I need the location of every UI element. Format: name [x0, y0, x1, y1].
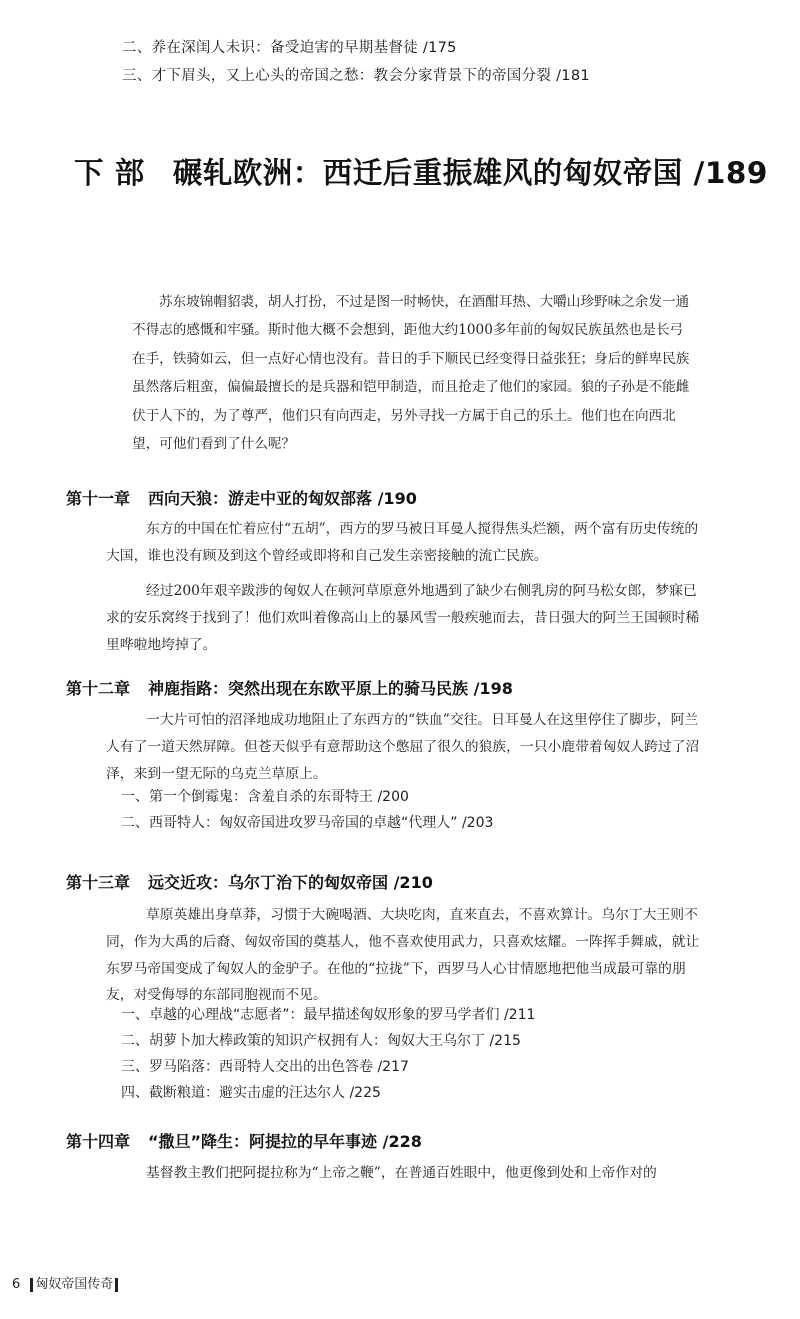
part-heading	[74, 150, 768, 192]
paragraph: 一大片可怕的沼泽地成功地阻止了东西方的“铁血”交往。日耳曼人在这里停住了脚步，阿兰人有了一道天然屏障。但苍天似乎有意帮助这个憋屈了很久的狼族，一只小鹿带着匈奴人跨过了沼泽，来到一望无际的乌克兰草原上。	[106, 712, 700, 782]
toc-section-217[interactable]: 三、罗马陷落：西哥特人交出的出色答卷 /217	[121, 1059, 409, 1075]
chapter-title: “撒旦”降生：阿提拉的早年事迹 /228	[148, 1132, 422, 1151]
toc-section-225[interactable]: 四、截断粮道：避实击虚的汪达尔人 /225	[121, 1085, 381, 1101]
chapter-number: 第十三章	[66, 873, 131, 892]
chapter-14-heading[interactable]	[66, 1129, 422, 1152]
chapter-11-heading[interactable]	[66, 486, 417, 509]
chapter-number: 第十二章	[66, 679, 131, 698]
paragraph: 经过200年艰辛跋涉的匈奴人在顿河草原意外地遇到了缺少右侧乳房的阿马松女郎，梦寐已求的安乐窝终于找到了！他们欢叫着像高山上的暴风雪一般疾驰而去，昔日强大的阿兰王国顿时稀里哗啦地垮掉了。	[106, 583, 700, 653]
chapter-number: 第十一章	[66, 489, 131, 508]
toc-section-211[interactable]: 一、卓越的心理战“志愿者”：最早描述匈奴形象的罗马学者们 /211	[121, 1007, 536, 1023]
chapter-13-heading[interactable]	[66, 870, 433, 893]
chapter-13-summary	[106, 902, 704, 1009]
chapter-title: 远交近攻：乌尔丁治下的匈奴帝国 /210	[148, 873, 433, 892]
chapter-12-heading[interactable]	[66, 676, 513, 699]
chapter-11-summary-1	[106, 516, 704, 570]
part-label: 下 部	[74, 156, 145, 190]
chapter-title: 西向天狼：游走中亚的匈奴部落 /190	[148, 489, 417, 508]
footer-bar-left	[30, 1278, 33, 1292]
chapter-11-summary-2	[106, 578, 704, 658]
toc-section-181: 三、才下眉头，又上心头的帝国之愁：教会分家背景下的帝国分裂 /181	[122, 68, 590, 84]
chapter-title: 神鹿指路：突然出现在东欧平原上的骑马民族 /198	[148, 679, 513, 698]
toc-section-200[interactable]: 一、第一个倒霉鬼：含羞自杀的东哥特王 /200	[121, 789, 409, 805]
toc-section-175: 二、养在深闺人未识：备受迫害的早期基督徒 /175	[122, 40, 457, 56]
chapter-number: 第十四章	[66, 1132, 131, 1151]
page-footer	[12, 1273, 120, 1292]
page-number: 6	[12, 1277, 21, 1292]
chapter-14-summary	[106, 1160, 704, 1187]
chapter-12-summary	[106, 707, 704, 787]
intro-paragraph: 苏东坡锦帽貂裘，胡人打扮，不过是图一时畅快，在酒酣耳热、大嚼山珍野味之余发一通不得志的感慨和牢骚。斯时他大概不会想到，距他大约1000多年前的匈奴民族虽然也是长弓在手，铁骑如云，但一点好心情也没有。昔日的手下顺民已经变得日益张狂；身后的鲜卑民族虽然落后粗蛮，偏偏最擅长的是兵器和铠甲制造，而且抢走了他们的家园。狼的子孙是不能雌伏于人下的，为了尊严，他们只有向西走，另外寻找一方属于自己的乐土。他们也在向西北望，可他们看到了什么呢？	[132, 294, 690, 453]
book-title: 匈奴帝国传奇	[35, 1277, 114, 1292]
paragraph: 东方的中国在忙着应付“五胡”，西方的罗马被日耳曼人搅得焦头烂额，两个富有历史传统的大国，谁也没有顾及到这个曾经或即将和自己发生亲密接触的流亡民族。	[106, 521, 699, 564]
part-intro	[132, 288, 692, 458]
paragraph: 基督教主教们把阿提拉称为“上帝之鞭”，在普通百姓眼中，他更像到处和上帝作对的	[146, 1165, 657, 1181]
part-title-text: 碾轧欧洲：西迁后重振雄风的匈奴帝国 /189	[172, 156, 768, 190]
paragraph: 草原英雄出身草莽，习惯于大碗喝酒、大块吃肉，直来直去，不喜欢算计。乌尔丁大王则不同，作为大禹的后裔、匈奴帝国的奠基人，他不喜欢使用武力，只喜欢炫耀。一阵挥手舞戚，就让东罗马帝国变成了匈奴人的金驴子。在他的“拉拢”下，西罗马人心甘情愿地把他当成最可靠的朋友，对受侮辱的东部同胞视而不见。	[106, 907, 700, 1004]
toc-section-215[interactable]: 二、胡萝卜加大棒政策的知识产权拥有人：匈奴大王乌尔丁 /215	[121, 1033, 521, 1049]
toc-section-203[interactable]: 二、西哥特人：匈奴帝国进攻罗马帝国的卓越“代理人” /203	[121, 815, 494, 831]
footer-bar-right	[115, 1278, 118, 1292]
